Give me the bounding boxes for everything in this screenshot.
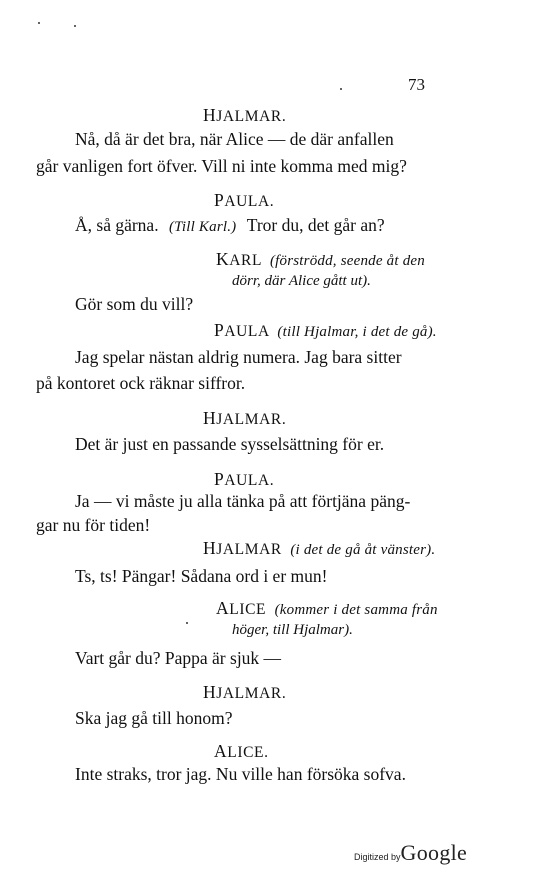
text-line <box>75 215 385 236</box>
page-number: 73 <box>408 75 425 94</box>
speaker-name: ALICE <box>216 598 267 618</box>
stage-direction: (till Hjalmar, i det de gå). <box>277 324 437 340</box>
speaker-name: PAULA <box>214 320 269 340</box>
speaker-name: HJALMAR. <box>203 408 287 428</box>
text-line: Gör som du vill? <box>75 294 194 314</box>
speaker-line <box>216 598 438 619</box>
text-line: går vanligen fort öfver. Vill ni inte komma med mig? <box>36 156 407 176</box>
speaker-line <box>203 538 435 559</box>
digitization-watermark <box>354 840 467 866</box>
dialogue-text: Å, så gärna. <box>75 215 159 235</box>
google-logo-text: Google <box>400 840 468 865</box>
dialogue-text: Tror du, det går an? <box>246 215 385 235</box>
speaker-name: PAULA. <box>214 190 275 210</box>
stage-direction: (kommer i det samma från <box>274 602 438 618</box>
text-line: Jag spelar nästan aldrig numera. Jag bara sitter <box>75 347 402 367</box>
speaker-name: ALICE. <box>214 741 269 761</box>
stage-direction: (förströdd, seende åt den <box>269 253 425 269</box>
text-line: Ts, ts! Pängar! Sådana ord i er mun! <box>75 566 328 586</box>
text-line: Inte straks, tror jag. Nu ville han försöka sofva. <box>75 764 406 784</box>
speaker-name: HJALMAR <box>203 538 282 558</box>
stage-direction: dörr, där Alice gått ut). <box>232 273 371 289</box>
text-line: gar nu för tiden! <box>36 515 151 535</box>
scan-speck <box>74 25 76 27</box>
text-line: Vart går du? Pappa är sjuk — <box>75 648 282 668</box>
text-line: Det är just en passande sysselsättning för er. <box>75 434 385 454</box>
speaker-line <box>216 249 425 270</box>
scan-speck <box>340 88 342 90</box>
speaker-name: HJALMAR. <box>203 682 287 702</box>
speaker-name: KARL <box>216 249 262 269</box>
speaker-name: PAULA. <box>214 469 275 489</box>
text-line: Nå, då är det bra, när Alice — de där anfallen <box>75 129 394 149</box>
scan-speck <box>186 622 188 624</box>
stage-direction: (i det de gå åt vänster). <box>290 542 436 558</box>
digitized-by-label: Digitized by <box>354 852 401 862</box>
scan-speck <box>38 22 40 24</box>
text-line: på kontoret ock räknar siffror. <box>36 373 246 393</box>
stage-direction: (Till Karl.) <box>168 219 237 235</box>
speaker-line <box>214 320 437 341</box>
text-line: Ja — vi måste ju alla tänka på att förtjäna päng- <box>75 491 411 511</box>
stage-direction: höger, till Hjalmar). <box>232 622 353 638</box>
speaker-name: HJALMAR. <box>203 105 287 125</box>
text-line: Ska jag gå till honom? <box>75 708 233 728</box>
